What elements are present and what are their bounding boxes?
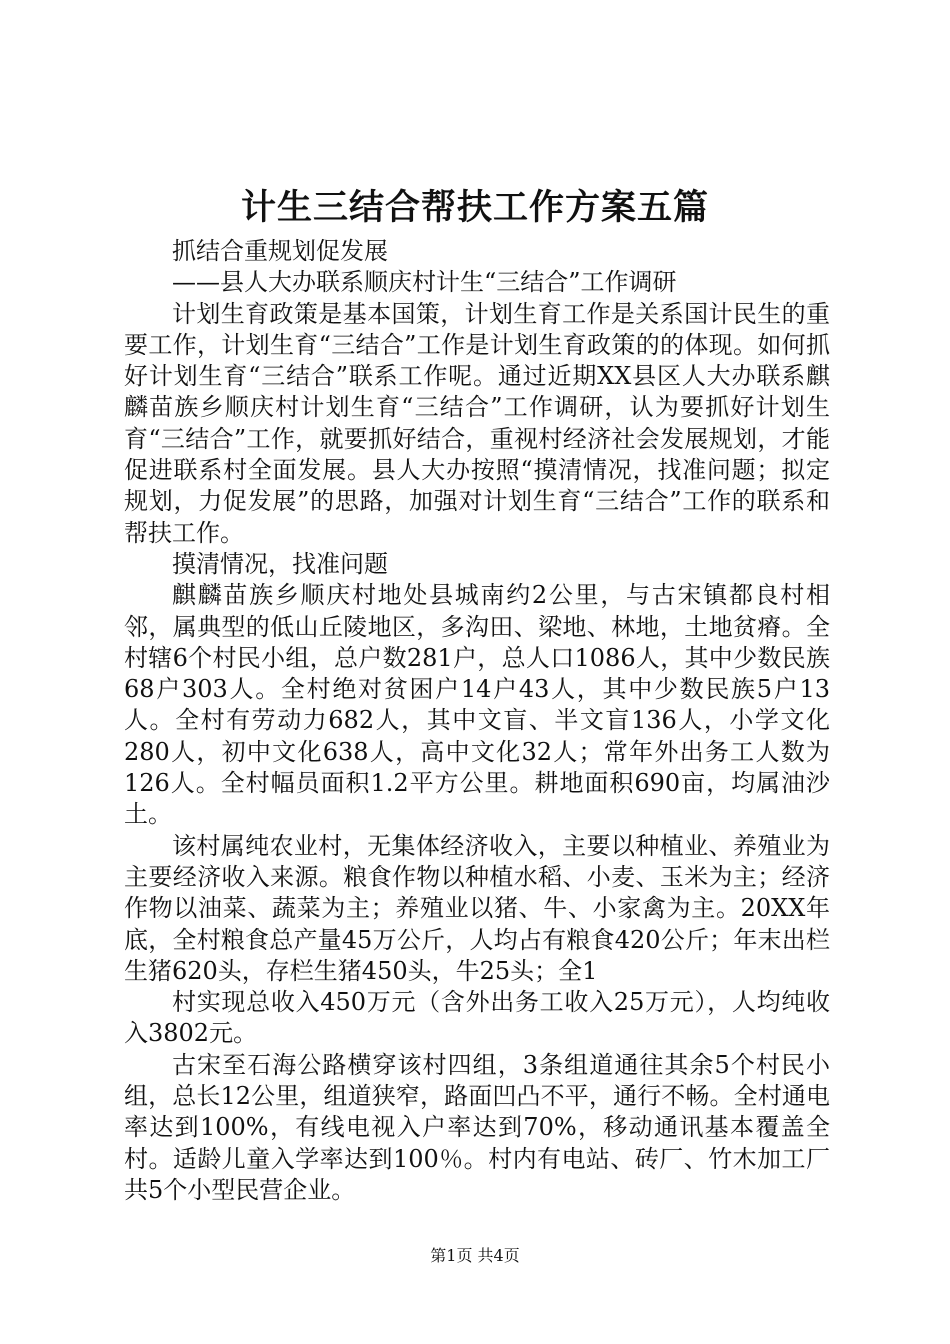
paragraph: 古宋至石海公路横穿该村四组，3条组道通往其余5个村民小组，总长12公里，组道狭窄，路面凹凸不平，通行不畅。全村通电率达到100%，有线电视入户率达到70%，移动通讯基本覆盖全村。适龄儿童入学率达到100％。村内有电站、砖厂、竹木加工厂共5个小型民营企业。 xyxy=(124,1050,830,1204)
paragraph: 村实现总收入450万元（含外出务工收入25万元），人均纯收入3802元。 xyxy=(124,988,830,1048)
paragraph: 摸清情况，找准问题 xyxy=(172,549,388,578)
page-footer: 第1页 共4页 xyxy=(430,1246,520,1265)
paragraph: 抓结合重规划促发展 xyxy=(172,237,388,265)
document-title: 计生三结合帮扶工作方案五篇 xyxy=(240,187,709,228)
paragraph: 该村属纯农业村，无集体经济收入，主要以种植业、养殖业为主要经济收入来源。粮食作物以种植水稻、小麦、玉米为主；经济作物以油菜、蔬菜为主；养殖业以猪、牛、小家禽为主。20XX年底，全村粮食总产量45万公斤，人均占有粮食420公斤；年末出栏生猪620头，存栏生猪450头，牛25头；全1 xyxy=(124,831,830,985)
paragraph: 计划生育政策是基本国策，计划生育工作是关系国计民生的重要工作，计划生育“三结合”工作是计划生育政策的的体现。如何抓好计划生育“三结合”联系工作呢。通过近期XX县区人大办联系麒麟苗族乡顺庆村计划生育“三结合”工作调研，认为要抓好计划生育“三结合”工作，就要抓好结合，重视村经济社会发展规划，才能促进联系村全面发展。县人大办按照“摸清情况，找准问题；拟定规划，力促发展”的思路，加强对计划生育“三结合”工作的联系和帮扶工作。 xyxy=(124,299,830,547)
document-body xyxy=(124,236,830,1206)
paragraph: ——县人大办联系顺庆村计生“三结合”工作调研 xyxy=(172,268,677,297)
paragraph: 麒麟苗族乡顺庆村地处县城南约2公里，与古宋镇都良村相邻，属典型的低山丘陵地区，多沟田、梁地、林地，土地贫瘠。全村辖6个村民小组，总户数281户，总人口1086人，其中少数民族68户303人。全村绝对贫困户14户43人，其中少数民族5户13人。全村有劳动力682人，其中文盲、半文盲136人，小学文化280人，初中文化638人，高中文化32人；常年外出务工人数为126人。全村幅员面积1.2平方公里。耕地面积690亩，均属油沙土。 xyxy=(124,581,830,829)
